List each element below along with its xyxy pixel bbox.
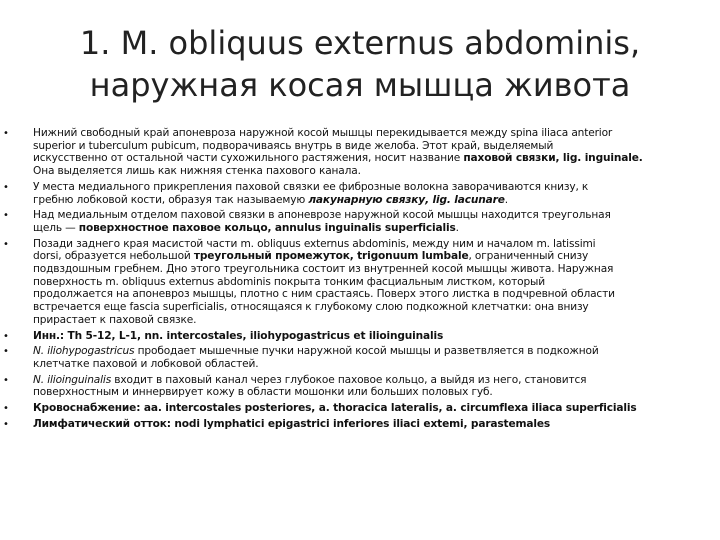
bullet-icon: • — [3, 238, 9, 250]
bullet-item-9 — [3, 417, 716, 431]
text-line: superior и tuberculum pubicum, подворачиваясь внутрь в виде желоба. Этот край, выделяемый — [33, 139, 554, 152]
bullet-list — [3, 127, 716, 433]
term-inguinal-ligament: паховой связки, lig. inguinale. — [463, 152, 643, 165]
text-line: Позади заднего края масистой части m. obliquus externus abdominis, между ним и началом m. latissimi — [33, 237, 596, 250]
bullet-item-4 — [3, 237, 716, 327]
slide-title — [20, 22, 700, 106]
bullet-item-6 — [3, 345, 716, 370]
text-line — [33, 250, 716, 263]
text-segment: . — [455, 221, 459, 234]
lymph-drainage-line: Лимфатический отток: nodi lymphatici epigastrici inferiores iliaci extemi, parastemales — [33, 417, 551, 430]
term-lacunar-ligament: лакунарную связку, lig. lacunare — [308, 193, 505, 206]
bullet-item-5 — [3, 329, 716, 343]
bullet-icon: • — [3, 128, 9, 139]
term-lumbar-triangle: треугольный промежуток, trigonuum lumbale — [193, 250, 469, 263]
text-line: встречается еще fascia superficialis, относящаяся к глубокому слою подкожной клетчатки: она внизу — [33, 301, 589, 314]
text-line: прирастает к паховой связке. — [33, 313, 197, 326]
text-line — [33, 194, 716, 207]
text-line — [33, 222, 716, 235]
bullet-icon: • — [3, 346, 9, 358]
bullet-item-1 — [3, 127, 716, 178]
text-line: Над медиальным отделом паховой связки в апоневрозе наружной косой мышцы находится треугольная — [33, 209, 611, 222]
text-line: Она выделяется лишь как нижняя стенка пахового канала. — [33, 165, 361, 178]
bullet-item-8 — [3, 402, 716, 415]
bullet-icon: • — [3, 330, 9, 342]
bullet-icon: • — [3, 374, 9, 386]
bullet-item-3 — [3, 209, 716, 234]
text-segment: гребню лобковой кости, образуя так называемую — [33, 193, 309, 206]
title-line-1: 1. M. obliquus externus abdominis, — [79, 24, 641, 62]
text-line: У места медиального прикрепления паховой связки ее фиброзные волокна заворачиваются книзу, к — [33, 180, 589, 193]
text-segment: . — [504, 193, 509, 206]
nerve-name: N. iliohypogastricus — [33, 345, 135, 358]
term-superficial-ring: поверхностное паховое кольцо, annulus inguinalis superficialis — [78, 221, 456, 234]
title-line-2: наружная косая мышца живота — [89, 66, 631, 104]
text-line: Нижний свободный край апоневроза наружной косой мышцы перекидывается между spina iliaca anterior — [33, 127, 613, 139]
bullet-icon: • — [3, 418, 9, 430]
text-line — [33, 152, 716, 165]
bullet-item-7 — [3, 373, 716, 399]
text-line: клетчатке паховой и лобковой областей. — [33, 357, 259, 370]
innervation-line: Инн.: Th 5-12, L-1, nn. intercostales, iliohypogastricus et ilioinguinalis — [33, 329, 444, 342]
bullet-icon: • — [3, 210, 9, 222]
bullet-icon: • — [3, 181, 9, 193]
text-line — [33, 345, 716, 358]
text-line: поверхность m. obliquus externus abdominis покрыта тонким фасциальным листком, который — [33, 275, 545, 288]
text-line: поверхностным и иннервирует кожу в области мошонки или больших половых губ. — [33, 386, 493, 399]
bullet-item-2 — [3, 180, 716, 206]
text-segment: dorsi, образуется небольшой — [33, 250, 194, 263]
text-line — [33, 374, 716, 387]
text-line: продолжается на апоневроз мышцы, плотно с ним срастаясь. Поверх этого листка в подчревной области — [33, 288, 615, 301]
bullet-icon: • — [3, 403, 9, 415]
text-segment: прободает мышечные пучки наружной косой мышцы и разветвляется в подкожной — [134, 345, 599, 358]
text-segment: входит в паховый канал через глубокое паховое кольцо, а выйдя из него, становится — [111, 373, 587, 386]
text-segment: искусственно от остальной части сухожильного растяжения, носит название — [33, 152, 464, 165]
text-segment: , ограниченный снизу — [468, 250, 589, 263]
text-line: подвздошным гребнем. Дно этого треугольника состоит из внутренней косой мышцы живота. Наружная — [33, 263, 614, 276]
blood-supply-line: Кровоснабжение: aa. intercostales posteriores, a. thoracica lateralis, a. circumflexa iliaca superficialis — [33, 402, 637, 415]
text-segment: щель — — [33, 221, 79, 234]
nerve-name: N. ilioinguinalis — [33, 373, 112, 386]
